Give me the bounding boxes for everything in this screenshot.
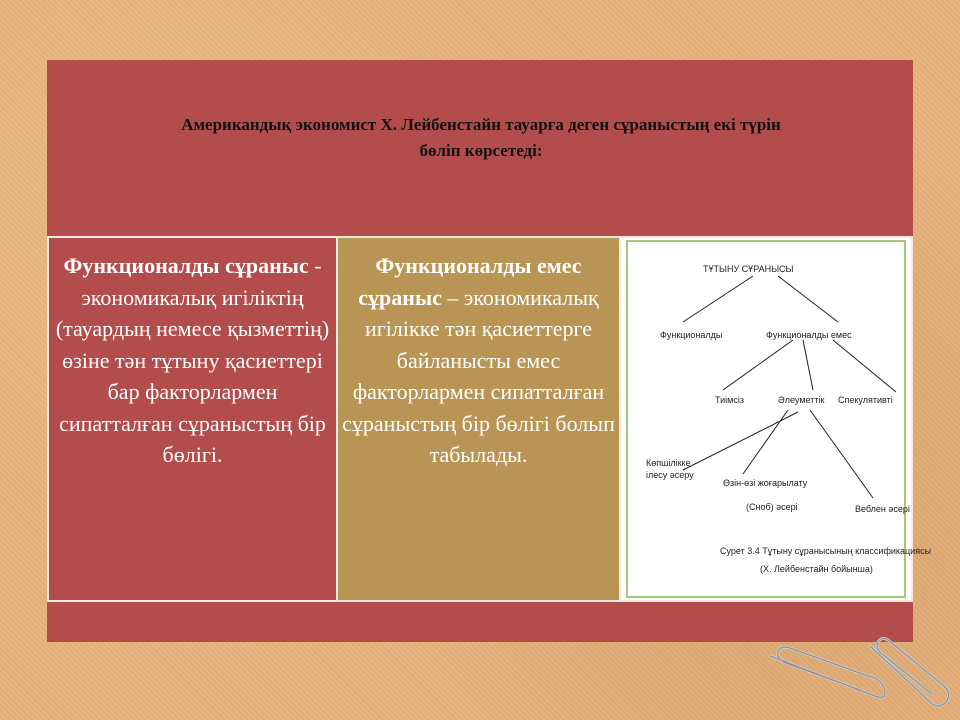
node-speculative: Спекулятивті	[838, 395, 893, 405]
node-bandwagon-line-1: Көпшілікке	[646, 458, 691, 468]
functional-demand-separator: -	[308, 253, 322, 278]
node-consumer-demand: ТҰТЫНУ СҰРАНЫСЫ	[703, 264, 794, 274]
functional-demand-cell	[47, 236, 336, 602]
node-social: Әлеуметтік	[778, 395, 825, 405]
classification-diagram-cell	[621, 236, 932, 602]
node-bandwagon-line-2: ілесу әсеру	[646, 470, 694, 480]
diagram-caption-line-1: Сурет 3.4 Тұтыну сұранысының классификациясы	[720, 546, 932, 556]
diagram-frame	[626, 240, 932, 598]
functional-demand-definition: экономикалық игіліктің (тауардың немесе қызметтің) өзіне тән тұтыну қасиеттері бар факторлармен сипатталған сұраныстың бір бөлігі.	[55, 284, 330, 467]
node-snob-line-2: (Сноб) әсері	[746, 502, 798, 512]
functional-demand-title: Функционалды сұраныс	[63, 253, 309, 278]
heading-line-2: бөліп көрсетеді:	[419, 141, 543, 160]
node-functional: Функционалды	[660, 330, 723, 340]
nonfunctional-demand-title: Функционалды емес сұраныс	[358, 253, 582, 310]
nonfunctional-demand-cell	[336, 236, 621, 602]
nonfunctional-demand-separator: –	[441, 284, 464, 310]
node-veblen: Веблен әсері	[855, 504, 910, 514]
node-nonfunctional: Функционалды емес	[766, 330, 852, 340]
heading-line-1: Американдық экономист Х. Лейбенстайн тауарға деген сұраныстың екі түрін	[181, 115, 781, 134]
node-irrational: Тиімсіз	[715, 395, 744, 405]
nonfunctional-demand-definition: экономикалық игілікке тән қасиеттерге байланысты емес факторлармен сипатталған сұраныстың бір бөлігі болып табылады.	[342, 284, 615, 467]
diagram-caption-line-2: (Х. Лейбенстайн бойынша)	[760, 564, 873, 574]
paper-clips-decoration	[760, 636, 960, 716]
diagram-connectors	[683, 276, 896, 498]
node-snob-line-1: Өзін-өзі жоғарылату	[723, 478, 808, 488]
slide-heading	[60, 112, 902, 164]
demand-classification-diagram	[628, 242, 932, 596]
